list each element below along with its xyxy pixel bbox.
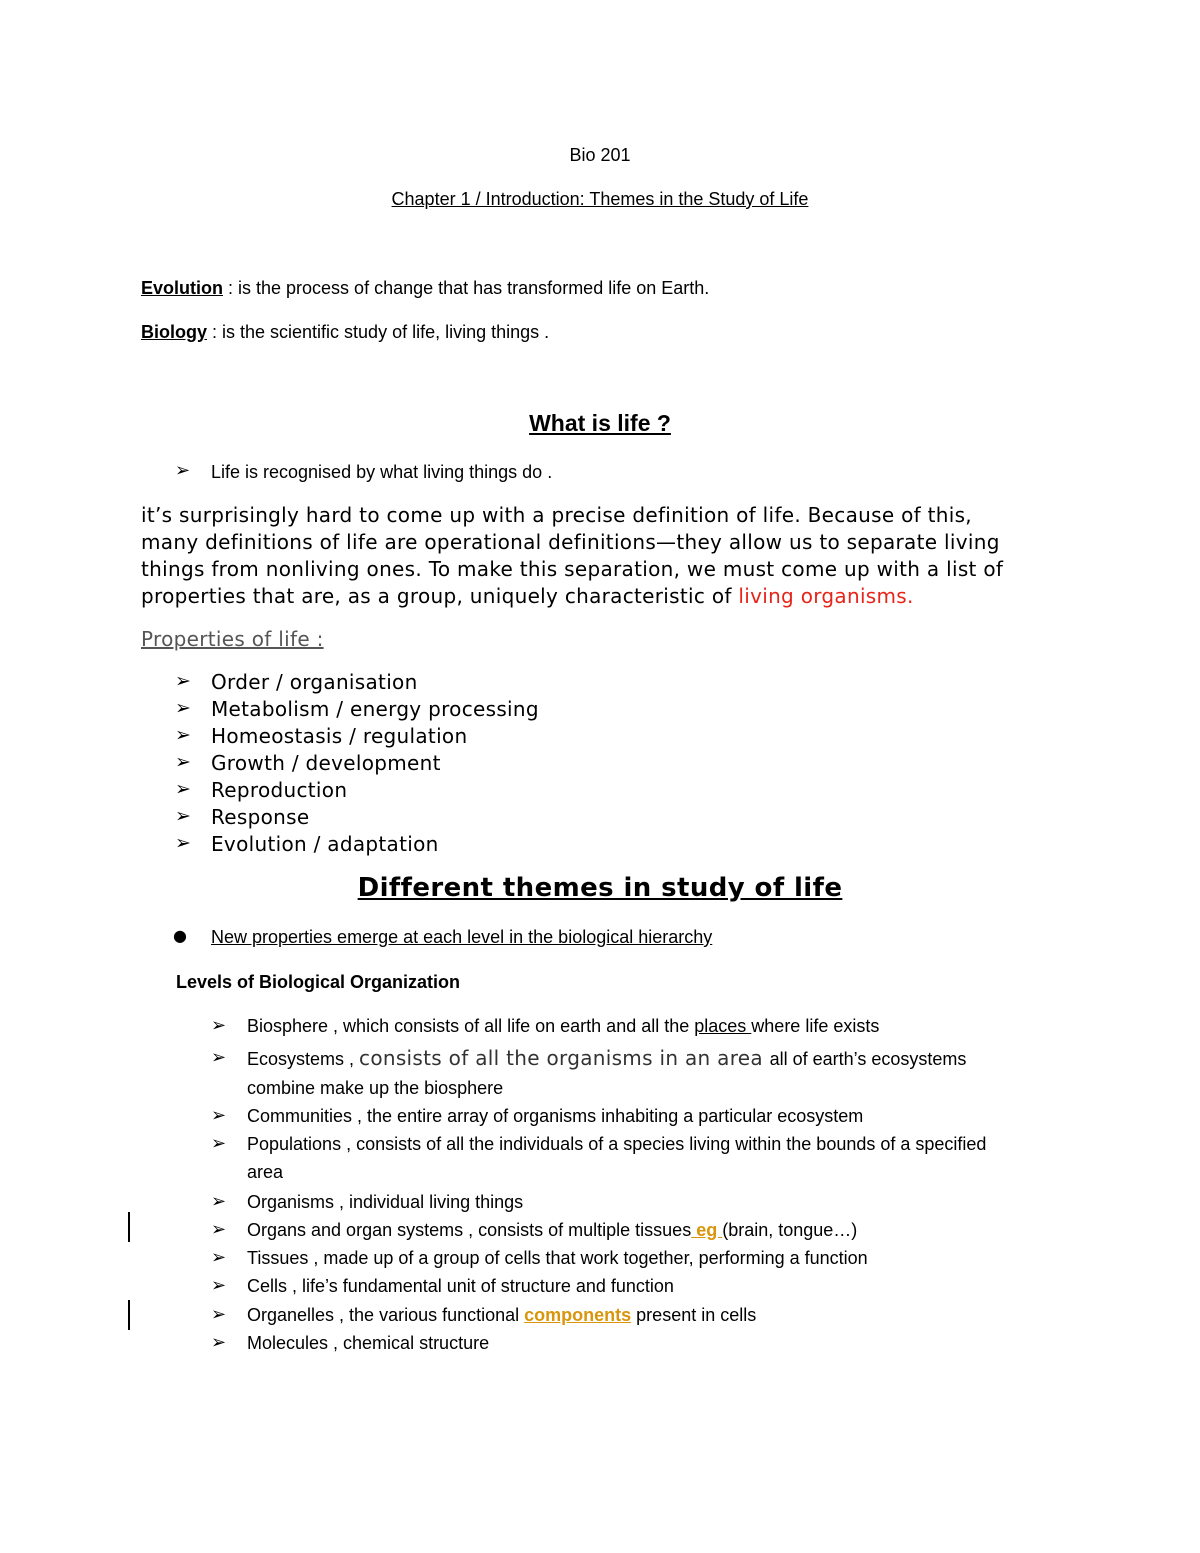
levels-title: Levels of Biological Organization — [176, 972, 461, 992]
life-paragraph-line-4-prefix: properties that are, as a group, uniquely characteristic of — [141, 584, 739, 608]
places-link: places — [694, 1016, 752, 1036]
level-organs: Organs and organ systems , consists of multiple tissues eg (brain, tongue…) — [247, 1220, 858, 1240]
arrow-bullet-icon: ➢ — [211, 1219, 227, 1240]
level-populations: Populations , consists of all the individuals of a species living within the bounds of a specified — [247, 1134, 987, 1154]
arrow-bullet-icon: ➢ — [211, 1133, 227, 1154]
what-is-life-heading: What is life ? — [529, 410, 671, 436]
life-recognised-bullet: Life is recognised by what living things do . — [211, 462, 553, 482]
term-evolution: Evolution — [141, 278, 223, 298]
property-item: Response — [211, 805, 310, 829]
arrow-bullet-icon: ➢ — [175, 697, 191, 719]
arrow-bullet-icon: ➢ — [175, 670, 191, 692]
arrow-bullet-icon: ➢ — [211, 1332, 227, 1353]
text-cursor-marker — [128, 1212, 130, 1242]
arrow-bullet-icon: ➢ — [211, 1105, 227, 1126]
life-paragraph-line-1: it’s surprisingly hard to come up with a precise definition of life. Because of this, — [141, 503, 972, 527]
property-item: Reproduction — [211, 778, 348, 802]
level-molecules: Molecules , chemical structure — [247, 1333, 490, 1353]
arrow-bullet-icon: ➢ — [175, 724, 191, 746]
property-item: Order / organisation — [211, 670, 418, 694]
themes-heading: Different themes in study of life — [357, 873, 843, 903]
living-organisms-highlight: living organisms. — [738, 584, 914, 608]
arrow-bullet-icon: ➢ — [175, 751, 191, 773]
chapter-title: Chapter 1 / Introduction: Themes in the Study of Life — [391, 189, 809, 209]
text-cursor-marker — [128, 1300, 130, 1330]
arrow-bullet-icon: ➢ — [211, 1247, 227, 1268]
level-populations-line-2: area — [247, 1162, 284, 1182]
arrow-bullet-icon: ➢ — [211, 1304, 227, 1325]
property-item: Growth / development — [211, 751, 441, 775]
life-paragraph-line-2: many definitions of life are operational definitions—they allow us to separate living — [141, 530, 1000, 554]
arrow-bullet-icon: ➢ — [211, 1047, 227, 1068]
round-bullet-icon: ● — [173, 926, 187, 945]
arrow-bullet-icon: ➢ — [175, 460, 191, 481]
definition-evolution-text: : is the process of change that has transformed life on Earth. — [223, 278, 710, 298]
level-organelles: Organelles , the various functional components present in cells — [247, 1305, 757, 1325]
arrow-bullet-icon: ➢ — [175, 778, 191, 800]
term-biology: Biology — [141, 322, 207, 342]
life-paragraph-line-3: things from nonliving ones. To make this separation, we must come up with a list of — [141, 557, 1004, 581]
arrow-bullet-icon: ➢ — [175, 805, 191, 827]
level-communities: Communities , the entire array of organisms inhabiting a particular ecosystem — [247, 1106, 864, 1126]
level-biosphere: Biosphere , which consists of all life on earth and all the places where life exists — [247, 1016, 880, 1036]
level-cells: Cells , life’s fundamental unit of structure and function — [247, 1276, 674, 1296]
property-item: Homeostasis / regulation — [211, 724, 468, 748]
arrow-bullet-icon: ➢ — [211, 1275, 227, 1296]
properties-title: Properties of life : — [141, 627, 324, 651]
arrow-bullet-icon: ➢ — [175, 832, 191, 854]
level-organisms: Organisms , individual living things — [247, 1192, 524, 1212]
components-link[interactable]: components — [524, 1305, 632, 1325]
definition-evolution — [141, 278, 709, 299]
hierarchy-bullet: New properties emerge at each level in the biological hierarchy — [211, 927, 713, 947]
course-code: Bio 201 — [569, 145, 631, 165]
level-ecosystems: Ecosystems , consists of all the organisms in an area all of earth’s ecosystems — [247, 1046, 967, 1070]
property-item: Evolution / adaptation — [211, 832, 439, 856]
life-paragraph-line-4 — [141, 584, 914, 608]
definition-biology-text: : is the scientific study of life, living things . — [207, 322, 550, 342]
arrow-bullet-icon: ➢ — [211, 1015, 227, 1036]
arrow-bullet-icon: ➢ — [211, 1191, 227, 1212]
eg-link[interactable]: eg — [691, 1220, 723, 1240]
level-ecosystems-line-2: combine make up the biosphere — [247, 1078, 504, 1098]
level-tissues: Tissues , made up of a group of cells that work together, performing a function — [247, 1248, 868, 1268]
property-item: Metabolism / energy processing — [211, 697, 539, 721]
definition-biology — [141, 322, 549, 343]
